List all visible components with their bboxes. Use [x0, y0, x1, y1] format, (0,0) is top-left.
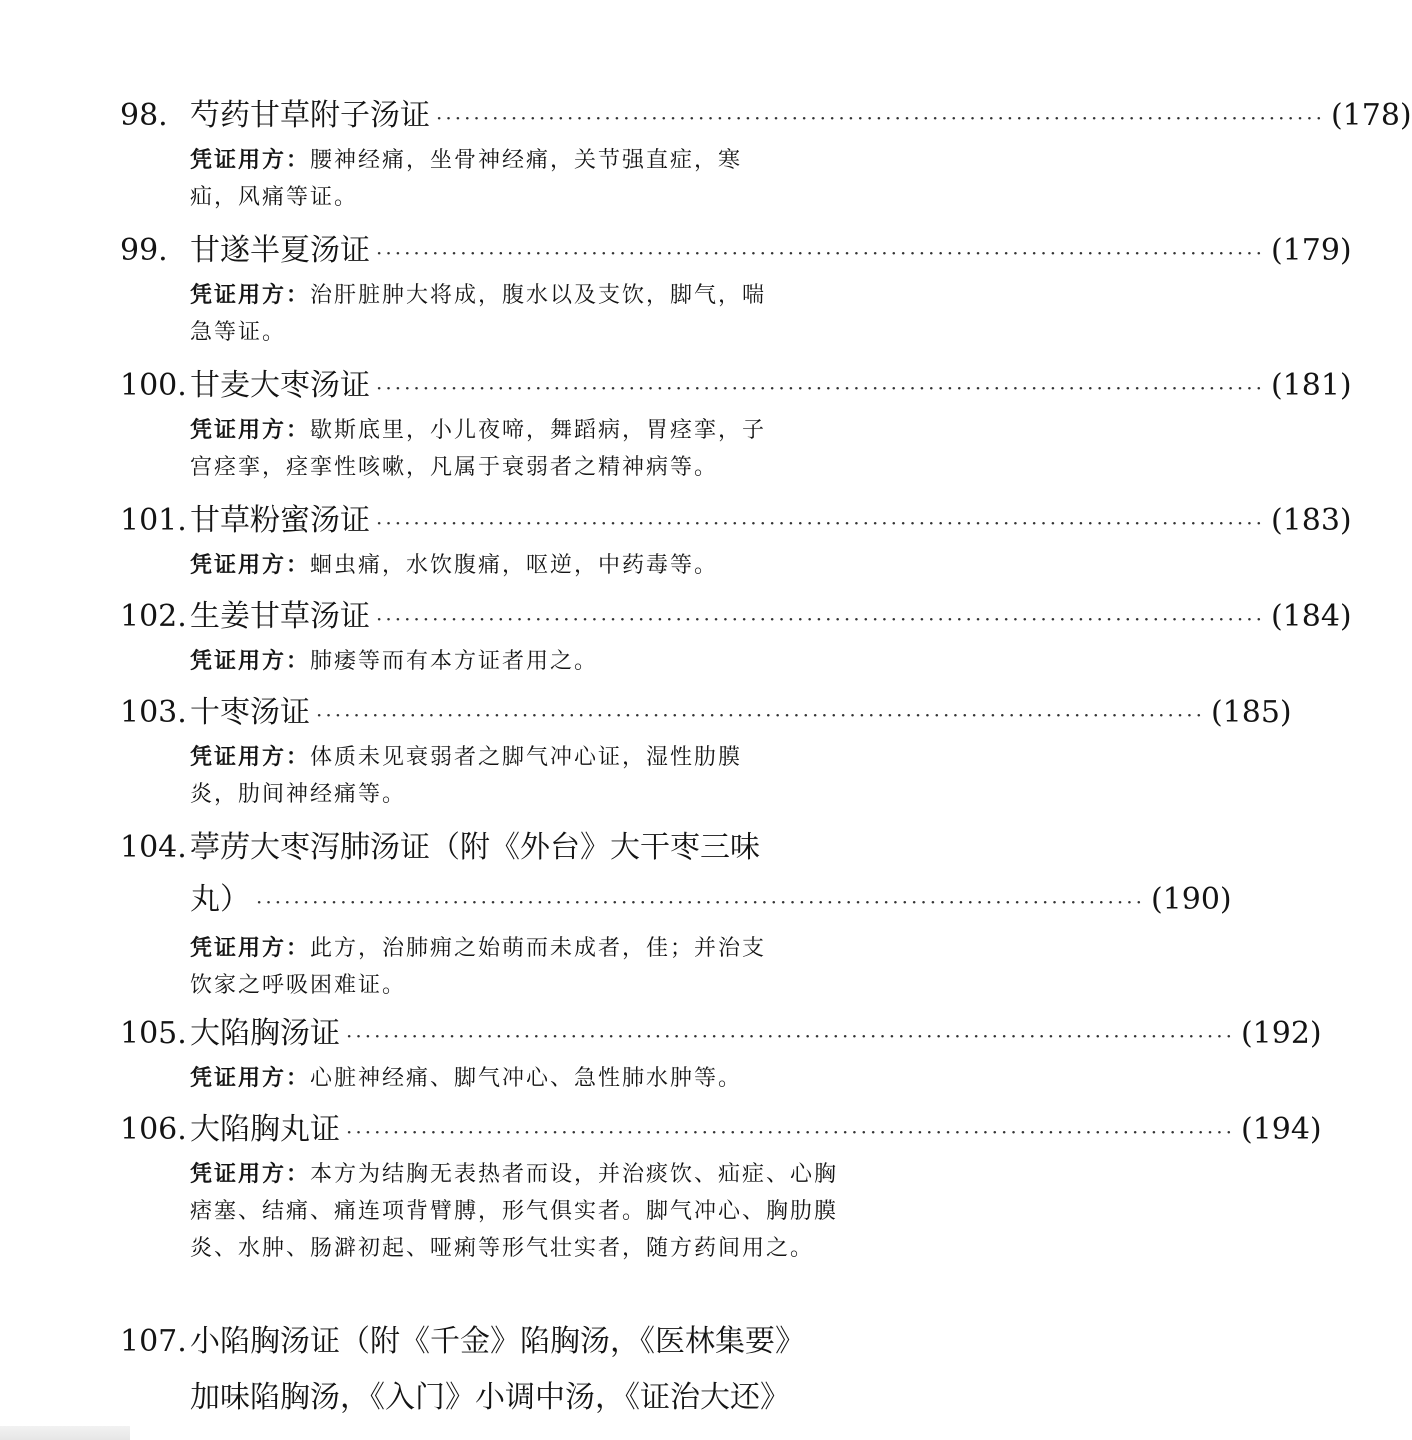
entry-title: 芍药甘草附子汤证 — [190, 98, 430, 133]
entry-title-line2: 加味陷胸汤，《入门》小调中汤，《证治大还》 — [190, 1380, 790, 1415]
leader-dots: ······························································································· — [376, 607, 1265, 631]
entry-title: 生姜甘草汤证 — [190, 599, 370, 634]
leader-dots: ······························································································· — [346, 1120, 1235, 1144]
entry-title: 甘草粉蜜汤证 — [190, 503, 370, 538]
entry-heading-continued — [190, 1376, 965, 1420]
entry-heading — [120, 229, 1352, 273]
desc-text: 治肝脏肿大将成，腹水以及支饮，脚气，喘急等证。 — [190, 283, 767, 345]
entry-description — [190, 277, 790, 351]
entry-title: 甘麦大枣汤证 — [190, 368, 370, 403]
entry-title: 大陷胸丸证 — [190, 1112, 340, 1147]
page-number: (184) — [1270, 599, 1352, 634]
entry-number: 98. — [120, 98, 168, 133]
entry-description — [190, 739, 790, 813]
desc-label: 凭证用方： — [190, 283, 311, 308]
desc-text: 蛔虫痛，水饮腹痛，呕逆，中药毒等。 — [310, 553, 719, 578]
entry-heading — [120, 364, 1352, 408]
entry-description — [190, 643, 790, 680]
entry-number: 104. — [120, 830, 187, 865]
toc-entry — [120, 1108, 1322, 1267]
entry-number: 101. — [120, 503, 187, 538]
entry-heading — [120, 1320, 965, 1364]
page-number: (192) — [1240, 1016, 1322, 1051]
toc-entry — [120, 94, 1412, 216]
toc-entry — [120, 595, 1352, 680]
page-number: (194) — [1240, 1112, 1322, 1147]
desc-label: 凭证用方： — [190, 418, 311, 443]
entry-number: 102. — [120, 599, 187, 634]
desc-text: 本方为结胸无表热者而设，并治痰饮、疝症、心胸痞塞、结痛、痛连项背臂膊，形气俱实者。脚气冲心、胸肋膜炎、水肿、肠澼初起、哑痢等形气壮实者，随方药间用之。 — [190, 1162, 839, 1261]
page-number: (181) — [1270, 368, 1352, 403]
desc-text: 歇斯底里，小儿夜啼，舞蹈病，胃痉挛，子宫痉挛，痉挛性咳嗽，凡属于衰弱者之精神病等。 — [190, 418, 767, 480]
leader-dots: ······························································································· — [316, 703, 1205, 727]
page-number: (190) — [1150, 882, 1232, 917]
leader-dots: ······························································································· — [376, 376, 1265, 400]
entry-title: 葶苈大枣泻肺汤证（附《外台》大干枣三味 — [190, 830, 760, 865]
toc-entry — [120, 1012, 1322, 1097]
toc-entry — [120, 229, 1352, 351]
page-number: (185) — [1210, 695, 1292, 730]
desc-text: 肺痿等而有本方证者用之。 — [310, 649, 599, 674]
toc-entry — [120, 364, 1352, 486]
entry-number: 107. — [120, 1324, 187, 1359]
entry-heading — [120, 1108, 1322, 1152]
entry-title: 小陷胸汤证（附《千金》陷胸汤，《医林集要》 — [190, 1324, 805, 1359]
desc-text: 此方，治肺痈之始萌而未成者，佳；并治支饮家之呼吸困难证。 — [190, 936, 767, 998]
entry-title: 甘遂半夏汤证 — [190, 233, 370, 268]
entry-number: 99. — [120, 233, 168, 268]
entry-number: 106. — [120, 1112, 187, 1147]
desc-label: 凭证用方： — [190, 745, 311, 770]
desc-text: 体质未见衰弱者之脚气冲心证，湿性肋膜炎，肋间神经痛等。 — [190, 745, 743, 807]
desc-text: 腰神经痛，坐骨神经痛，关节强直症，寒疝，风痛等证。 — [190, 148, 743, 210]
entry-number: 105. — [120, 1016, 187, 1051]
entry-title-line2: 丸） — [190, 882, 250, 917]
desc-label: 凭证用方： — [190, 1162, 311, 1187]
entry-title: 大陷胸汤证 — [190, 1016, 340, 1051]
desc-label: 凭证用方： — [190, 553, 311, 578]
desc-label: 凭证用方： — [190, 148, 311, 173]
entry-heading-continued — [190, 878, 1232, 924]
desc-label: 凭证用方： — [190, 649, 311, 674]
entry-description — [190, 1060, 790, 1097]
toc-entry — [120, 691, 1292, 813]
toc-entry — [120, 499, 1352, 584]
entry-description — [190, 930, 790, 1004]
entry-description — [190, 142, 790, 216]
entry-heading — [120, 499, 1352, 543]
desc-label: 凭证用方： — [190, 936, 311, 961]
page-number: (183) — [1270, 503, 1352, 538]
toc-entry — [120, 1320, 965, 1415]
leader-dots: ······························································································· — [376, 511, 1265, 535]
leader-dots: ······························································································· — [376, 241, 1265, 265]
entry-description — [190, 547, 790, 584]
entry-number: 103. — [120, 695, 187, 730]
desc-text: 心脏神经痛、脚气冲心、急性肺水肿等。 — [310, 1066, 743, 1091]
entry-heading — [120, 826, 965, 870]
entry-title: 十枣汤证 — [190, 695, 310, 730]
entry-heading — [120, 595, 1352, 639]
leader-dots: ······························································································· — [346, 1024, 1235, 1048]
entry-description — [190, 1156, 850, 1267]
entry-description — [190, 412, 790, 486]
entry-number: 100. — [120, 368, 187, 403]
toc-entry — [120, 826, 1232, 1004]
page-number: (179) — [1270, 233, 1352, 268]
scan-edge-shadow — [0, 1426, 130, 1440]
entry-heading — [120, 691, 1292, 735]
leader-dots: ······························································································· — [436, 106, 1325, 130]
desc-label: 凭证用方： — [190, 1066, 311, 1091]
entry-heading — [120, 1012, 1322, 1056]
entry-heading — [120, 94, 1412, 138]
page-number: (178) — [1330, 98, 1412, 133]
leader-dots: ······························································································· — [256, 890, 1145, 914]
